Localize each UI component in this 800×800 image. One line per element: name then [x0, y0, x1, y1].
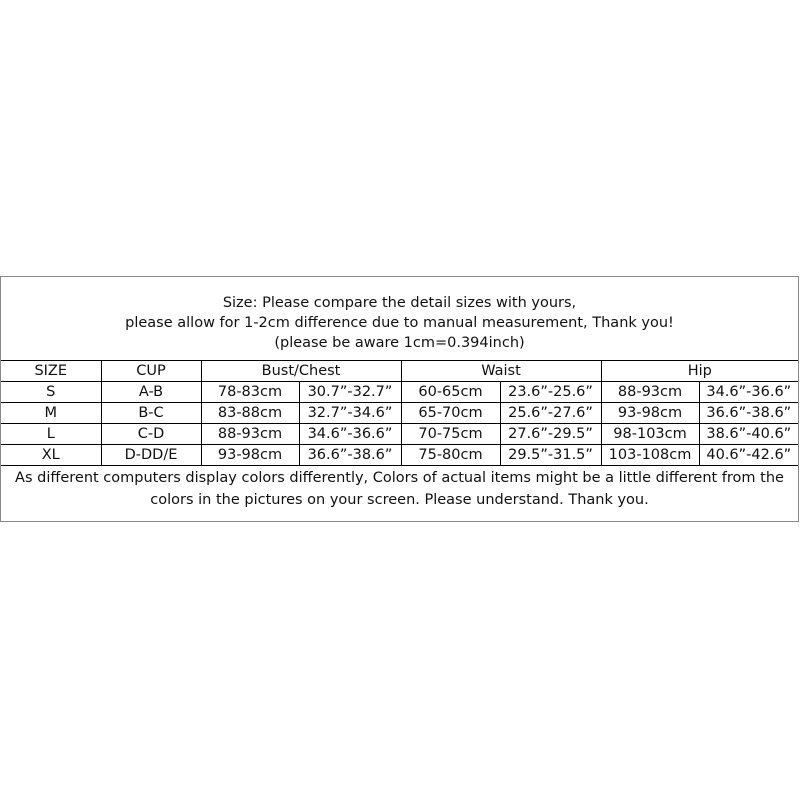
- cell-cup: A-B: [101, 382, 201, 403]
- cell-cup: B-C: [101, 403, 201, 424]
- table-row: [1, 445, 798, 466]
- cell-bust-cm: 88-93cm: [201, 424, 299, 445]
- cell-hip-cm: 88-93cm: [601, 382, 699, 403]
- table-header-row: [1, 361, 798, 382]
- cell-hip-in: 40.6”-42.6”: [699, 445, 798, 466]
- cell-size: L: [1, 424, 101, 445]
- cell-waist-in: 25.6”-27.6”: [500, 403, 601, 424]
- cell-bust-cm: 93-98cm: [201, 445, 299, 466]
- header-hip: Hip: [601, 361, 798, 382]
- color-disclaimer: [1, 467, 798, 511]
- header-size: SIZE: [1, 361, 101, 382]
- disclaimer-line-2: colors in the pictures on your screen. Please understand. Thank you.: [150, 492, 649, 508]
- cell-hip-cm: 98-103cm: [601, 424, 699, 445]
- cell-size: XL: [1, 445, 101, 466]
- cell-waist-in: 27.6”-29.5”: [500, 424, 601, 445]
- notice-line-3: (please be aware 1cm=0.394inch): [274, 335, 525, 351]
- cell-hip-in: 38.6”-40.6”: [699, 424, 798, 445]
- table-row: [1, 382, 798, 403]
- cell-cup: C-D: [101, 424, 201, 445]
- cell-waist-in: 23.6”-25.6”: [500, 382, 601, 403]
- size-chart: [0, 276, 799, 522]
- header-waist: Waist: [401, 361, 601, 382]
- cell-bust-in: 36.6”-38.6”: [299, 445, 401, 466]
- size-table-body: [1, 361, 798, 466]
- size-notice: [1, 277, 798, 360]
- table-row: [1, 424, 798, 445]
- cell-size: M: [1, 403, 101, 424]
- cell-hip-in: 36.6”-38.6”: [699, 403, 798, 424]
- cell-waist-cm: 65-70cm: [401, 403, 500, 424]
- cell-bust-cm: 78-83cm: [201, 382, 299, 403]
- cell-waist-cm: 70-75cm: [401, 424, 500, 445]
- header-cup: CUP: [101, 361, 201, 382]
- cell-waist-cm: 60-65cm: [401, 382, 500, 403]
- cell-waist-cm: 75-80cm: [401, 445, 500, 466]
- cell-cup: D-DD/E: [101, 445, 201, 466]
- cell-hip-in: 34.6”-36.6”: [699, 382, 798, 403]
- cell-bust-in: 32.7”-34.6”: [299, 403, 401, 424]
- cell-size: S: [1, 382, 101, 403]
- table-row: [1, 403, 798, 424]
- cell-bust-in: 30.7”-32.7”: [299, 382, 401, 403]
- size-table: [1, 360, 798, 466]
- cell-bust-in: 34.6”-36.6”: [299, 424, 401, 445]
- cell-hip-cm: 103-108cm: [601, 445, 699, 466]
- notice-line-2: please allow for 1-2cm difference due to manual measurement, Thank you!: [125, 315, 674, 331]
- disclaimer-line-1: As different computers display colors differently, Colors of actual items might be a little different from the: [15, 470, 784, 486]
- cell-waist-in: 29.5”-31.5”: [500, 445, 601, 466]
- notice-line-1: Size: Please compare the detail sizes with yours,: [222, 295, 577, 311]
- cell-bust-cm: 83-88cm: [201, 403, 299, 424]
- header-bust: Bust/Chest: [201, 361, 401, 382]
- cell-hip-cm: 93-98cm: [601, 403, 699, 424]
